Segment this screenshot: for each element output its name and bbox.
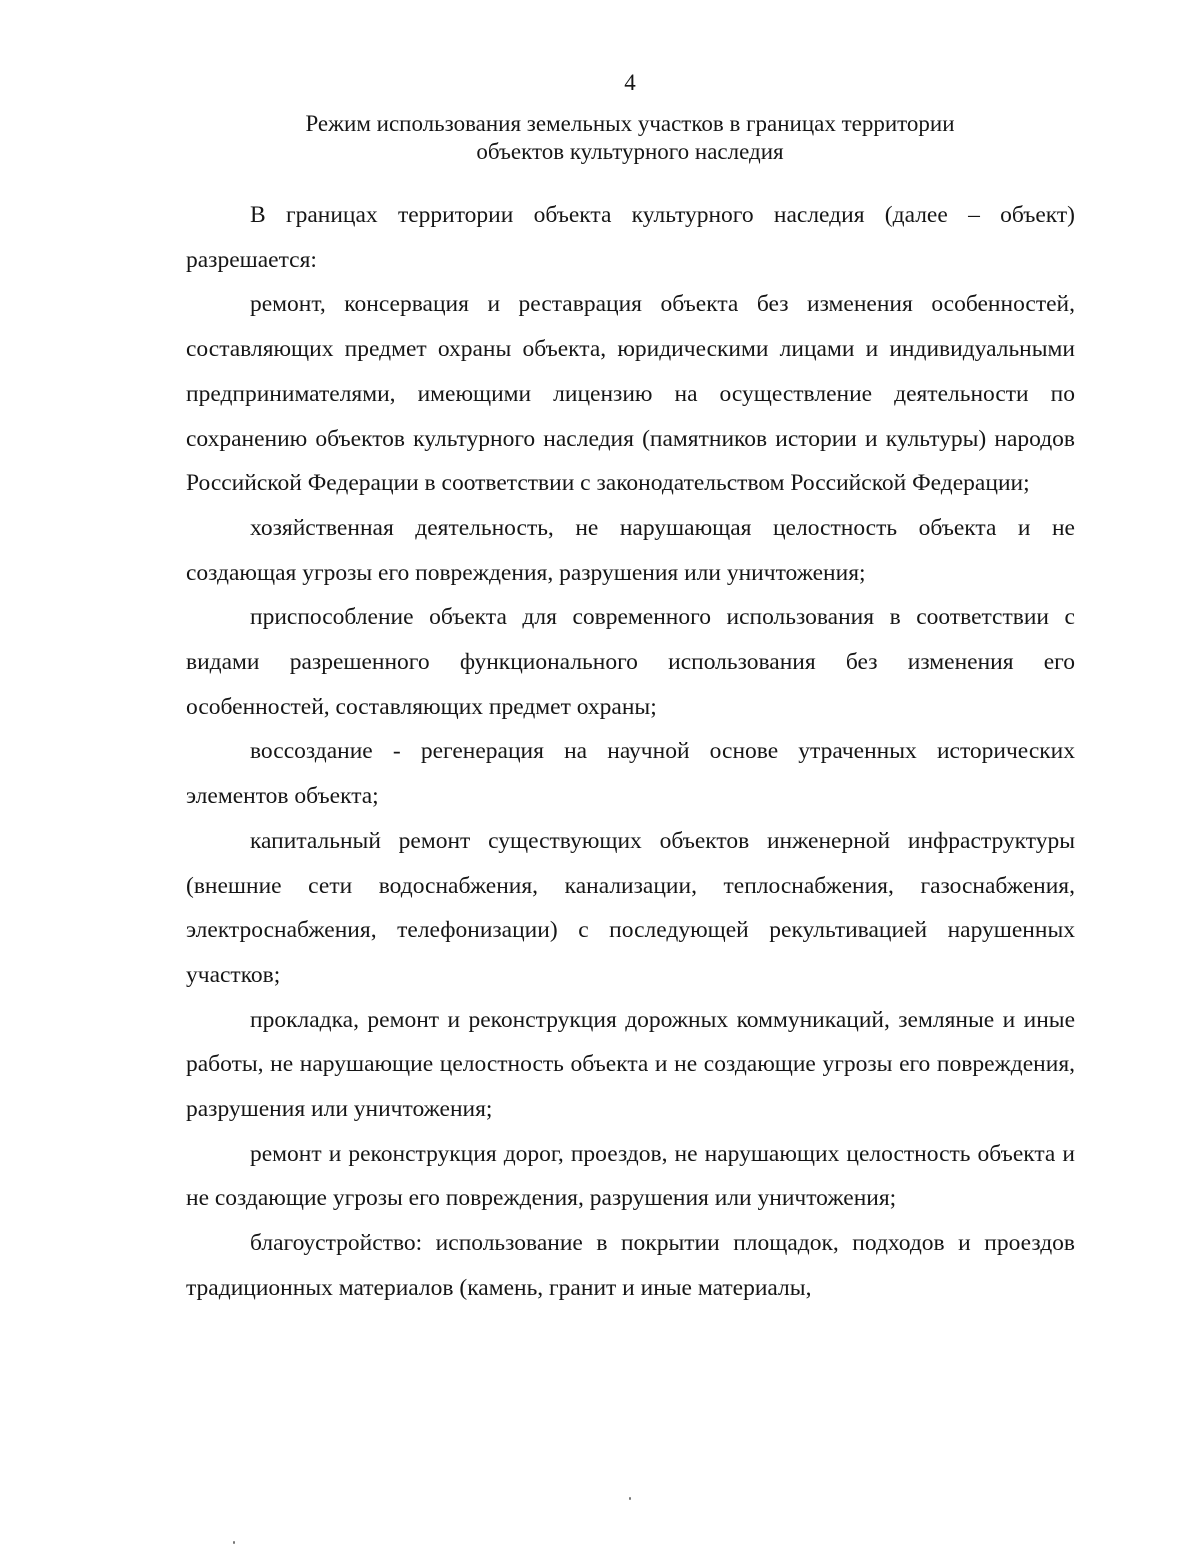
page-number: 4: [624, 70, 636, 95]
paragraph-recreation: воссоздание - регенерация на научной основе утраченных исторических элементов объекта;: [186, 738, 1075, 810]
paragraph-repair-restoration: ремонт, консервация и реставрация объекта без изменения особенностей, составляющих предмет охраны объекта, юридическими лицами и индивидуальными предпринимателями, имеющими лицензию на осуществление деятельности по сохранению объектов культурного наследия (памятников истории и культуры) народов Российской Федерации в соответствии с законодательством Российской Федерации;: [186, 291, 1075, 497]
paragraph-infrastructure: капитальный ремонт существующих объектов инженерной инфраструктуры (внешние сети водоснабжения, канализации, теплоснабжения, газоснабжения, электроснабжения, телефонизации) с последующей рекультивацией нарушенных участков;: [186, 827, 1075, 988]
scan-speck: [629, 1497, 631, 1500]
paragraph-landscaping: благоустройство: использование в покрытии площадок, подходов и проездов традиционных материалов (камень, гранит и иные материалы,: [186, 1230, 1075, 1301]
paragraph-road-communications: прокладка, ремонт и реконструкция дорожных коммуникаций, земляные и иные работы, не нарушающие целостность объекта и не создающие угрозы его повреждения, разрушения или уничтожения;: [186, 1006, 1075, 1123]
heading-line-2: объектов культурного наследия: [476, 139, 784, 164]
paragraph-intro: В границах территории объекта культурного наследия (далее – объект) разрешается:: [186, 202, 1075, 273]
paragraph-adaptation: приспособление объекта для современного использования в соответствии с видами разрешенного функционального использования без изменения его особенностей, составляющих предмет охраны;: [186, 604, 1075, 720]
section-heading: [180, 110, 1080, 166]
paragraph-economic-activity: хозяйственная деятельность, не нарушающая целостность объекта и не создающая угрозы его повреждения, разрушения или уничтожения;: [186, 514, 1075, 586]
document-body: [186, 193, 1075, 1311]
heading-line-1: Режим использования земельных участков в границах территории: [305, 111, 955, 136]
paragraph-roads-driveways: ремонт и реконструкция дорог, проездов, не нарушающих целостность объекта и не создающие угрозы его повреждения, разрушения или уничтожения;: [186, 1140, 1075, 1212]
scan-speck: [233, 1541, 235, 1544]
